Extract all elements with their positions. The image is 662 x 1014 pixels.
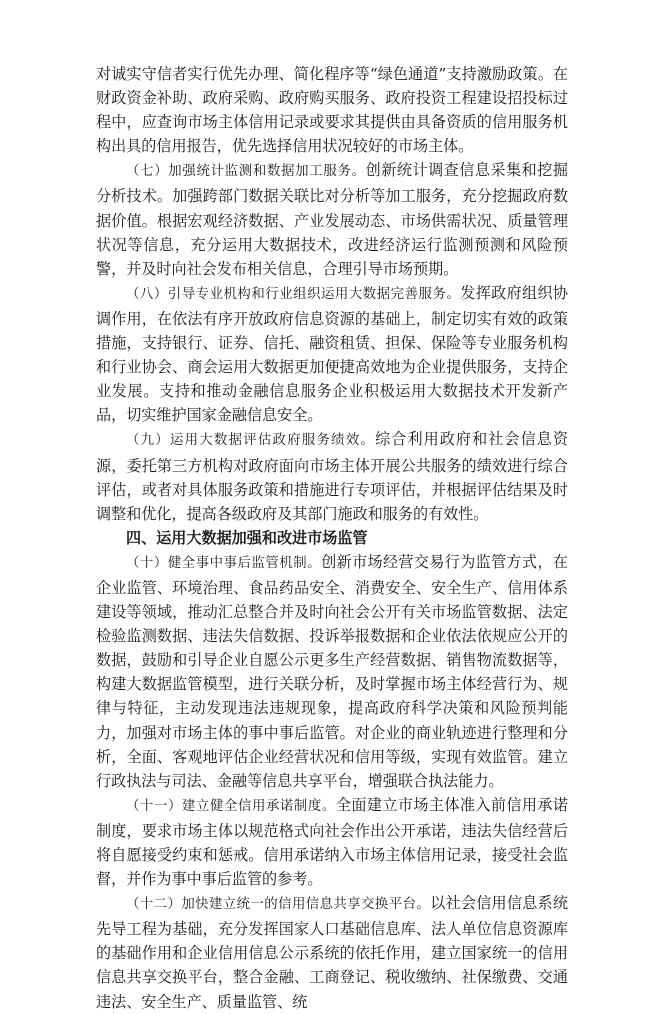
paragraph-text: 以社会信用信息系统先导工程为基础，充分发挥国家人口基础信息库、法人单位信息资源库的基础作用和企业信用信息公示系统的依托作用，建立国家统一的信用信息共享交换平台，整合金融、工商登记、税收缴纳、社保缴费、交通违法、安全生产、质量监管、统 [96, 894, 568, 1011]
paragraph-lead: （七）加强统计监测和数据加工服务。 [126, 164, 366, 180]
paragraph-text: 创新统计调查信息采集和挖掘分析技术。加强跨部门数据关联比对分析等加工服务，充分挖掘政府数据价值。根据宏观经济数据、产业发展动态、市场供需状况、质量管理状况等信息，充分运用大数据技术，改进经济运行监测预测和风险预警，并及时向社会发布相关信息，合理引导市场预期。 [96, 161, 568, 278]
paragraph-text: 对诚实守信者实行优先办理、简化程序等“绿色通道”支持激励政策。在财政资金补助、政府采购、政府购买服务、政府投资工程建设招投标过程中，应查询市场主体信用记录或要求其提供由具备资质的信用服务机构出具的信用报告，优先选择信用状况较好的市场主体。 [96, 65, 568, 156]
paragraph-lead: （十）健全事中事后监管机制。 [126, 555, 322, 571]
paragraph-lead: （十一）建立健全信用承诺制度。 [126, 798, 336, 814]
paragraph-12 [96, 891, 568, 1013]
paragraph-text: 综合利用政府和社会信息资源，委托第三方机构对政府面向市场主体开展公共服务的绩效进行综合评估，或者对具体服务政策和措施进行专项评估，并根据评估结果及时调整和优化，提高各级政府及其部门施政和服务的有效性。 [96, 430, 568, 523]
paragraph-text: 创新市场经营交易行为监管方式，在企业监管、环境治理、食品药品安全、消费安全、安全生产、信用体系建设等领域，推动汇总整合并及时向社会公开有关市场监管数据、法定检验监测数据、违法失信数据、投诉举报数据和企业依法依规应公开的数据，鼓励和引导企业自愿公示更多生产经营数据、销售物流数据等，构建大数据监管模型，进行关联分析，及时掌握市场主体经营行为、规律与特征，主动发现违法违规现象，提高政府科学决策和风险预判能力，加强对市场主体的事中事后监管。对企业的商业轨迹进行整理和分析，全面、客观地评估企业经营状况和信用等级，实现有效监管。建立行政执法与司法、金融等信息共享平台，增强联合执法能力。 [96, 552, 568, 790]
paragraph-lead: （八）引导专业机构和行业组织运用大数据完善服务。 [126, 286, 461, 302]
document-body [96, 62, 568, 1014]
paragraph-lead: （九）运用大数据评估政府服务绩效。 [126, 433, 376, 449]
section-heading: 四、运用大数据加强和改进市场监管 [126, 528, 368, 547]
paragraph-10 [96, 550, 568, 793]
paragraph-lead: （十二）加快建立统一的信用信息共享交换平台。 [126, 897, 431, 913]
paragraph-7 [96, 158, 568, 280]
paragraph-8 [96, 281, 568, 428]
paragraph-text: 发挥政府组织协调作用，在依法有序开放政府信息资源的基础上，制定切实有效的政策措施，支持银行、证券、信托、融资租赁、担保、保险等专业服务机构和行业协会、商会运用大数据更加便捷高效地为企业提供服务，支持企业发展。支持和推动金融信息服务企业积极运用大数据技术开发新产品，切实维护国家金融信息安全。 [96, 283, 568, 425]
paragraph-11 [96, 793, 568, 891]
paragraph-text: 全面建立市场主体准入前信用承诺制度，要求市场主体以规范格式向社会作出公开承诺，违法失信经营后将自愿接受约束和惩戒。信用承诺纳入市场主体信用记录，接受社会监督，并作为事中事后监管的参考。 [96, 795, 568, 889]
paragraph-9 [96, 427, 568, 525]
paragraph-continued [96, 62, 568, 158]
